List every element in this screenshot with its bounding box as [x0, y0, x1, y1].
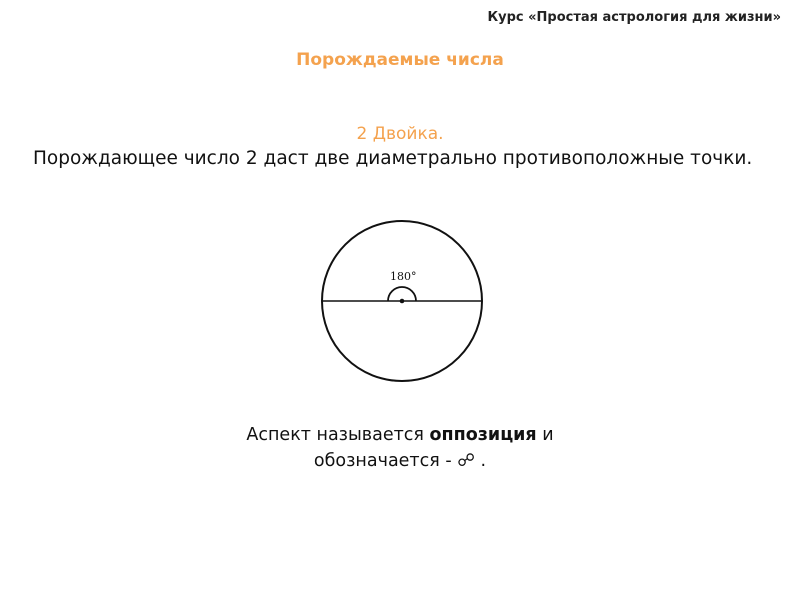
aspect-prefix: Аспект называется [246, 425, 430, 445]
aspect-description [150, 422, 650, 474]
aspect-line-1 [150, 422, 650, 448]
opposition-diagram [318, 218, 488, 388]
angle-label: 180° [390, 270, 417, 283]
aspect-suffix: и [536, 425, 554, 445]
aspect-name: оппозиция [429, 425, 537, 445]
section-heading: 2 Двойка. [356, 124, 444, 144]
course-title: Курс «Простая астрология для жизни» [487, 10, 781, 25]
center-point [400, 299, 405, 304]
aspect-line-2: обозначается - ☍ . [313, 451, 487, 471]
section-statement: Порождающее число 2 даст две диаметрально противоположные точки. [33, 148, 753, 169]
page-title: Порождаемые числа [296, 50, 504, 70]
